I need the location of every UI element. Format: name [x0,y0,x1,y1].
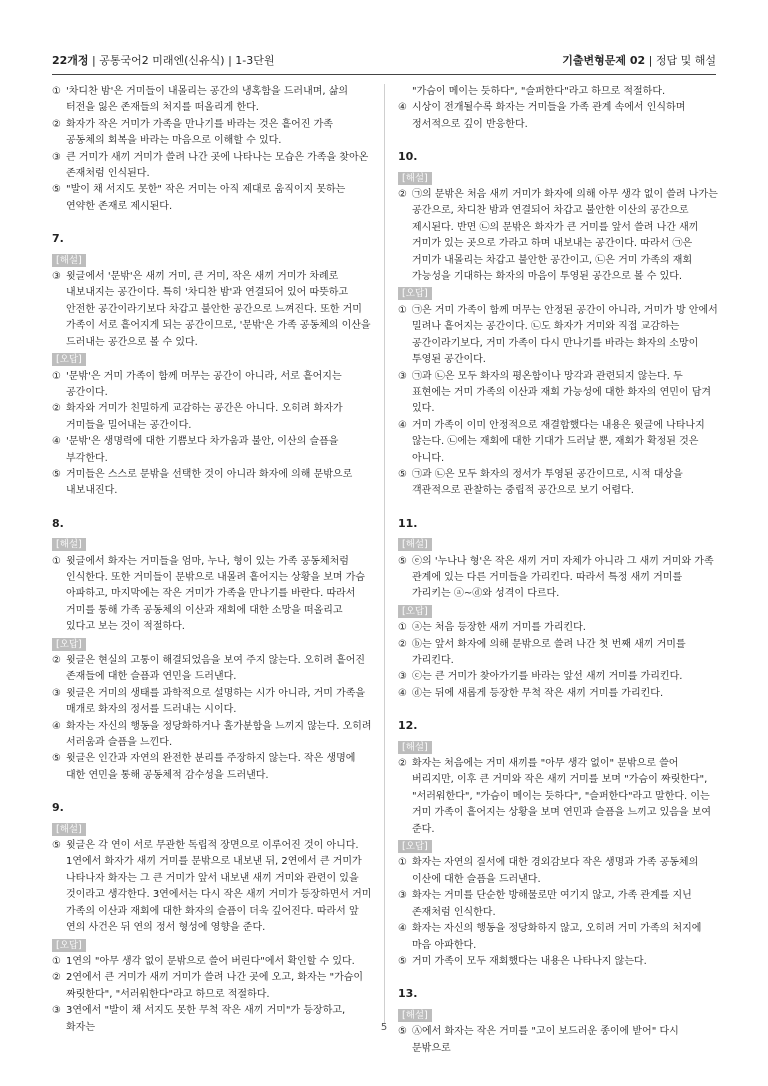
answer-item [398,954,718,970]
answer-item [398,554,718,603]
question-number: 11. [398,516,418,530]
choice-marker: ⑤ [52,753,61,765]
answer-item [52,84,372,117]
choice-marker [398,84,412,100]
header-course: | 공통국어2 미래엔(신유식) | 1-3단원 [88,54,275,67]
item-text: 화자와 거미가 친밀하게 교감하는 공간은 아니다. 오히려 화자가 거미들을 밀어내는 공간이다. [66,403,343,431]
choice-marker: ③ [398,890,407,902]
item-text: '문밖'은 거미 가족이 함께 머무는 공간이 아니라, 서로 흩어지는 공간이다. [66,370,342,398]
item-text: 큰 거미가 새끼 거미가 쓸려 나간 곳에 나타나는 모습은 가족을 찾아온 존재처럼 인식된다. [66,151,369,180]
header-doc-title: 기출변형문제 02 [562,54,646,67]
answer-item [398,187,718,285]
choice-marker: ⑤ [52,840,61,852]
choice-marker: ② [398,758,407,770]
item-text: '차디찬 밤'은 거미들이 내몰리는 공간의 냉혹함을 드러내며, 삶의 터전을 잃은 존재들의 처지를 떠올리게 한다. [66,86,349,114]
section-tag: [오답] [52,353,86,366]
answer-item [398,686,718,702]
item-text: '문밖'은 생명력에 대한 기쁨보다 차가움과 불안, 이산의 슬픔을 부각한다. [66,436,339,464]
item-text: "발이 채 서지도 못한" 작은 거미는 아직 제대로 움직이지 못하는 연약한 존재로 제시된다. [66,184,346,212]
item-text: 화자는 거미를 단순한 방해물로만 여기지 않고, 가족 관계를 지닌 존재처럼 인식한다. [412,890,692,918]
question-number: 13. [398,987,418,1001]
choice-marker: ④ [398,923,407,935]
answer-item [52,719,372,752]
header-edition: 22개정 [52,54,89,67]
section-tag: [해설] [52,254,86,267]
item-text: ⓒ는 큰 거미가 찾아가기를 바라는 앞선 새끼 거미를 가리킨다. [412,671,683,683]
choice-marker: ③ [52,151,61,163]
choice-marker: ⑤ [398,555,407,567]
item-text: 윗글은 현실의 고통이 해결되었음을 보여 주지 않는다. 오히려 흩어진 존재들에 대한 슬픔과 연민을 드러낸다. [66,655,366,683]
item-text: ㉠과 ㉡은 모두 화자의 평온함이나 망각과 관련되지 않는다. 두 표현에는 거미 가족의 이산과 재회 가능성에 대한 화자의 연민이 담겨 있다. [412,370,712,415]
answer-item [52,970,372,1003]
answer-item [52,269,372,351]
item-text: Ⓐ에서 화자는 작은 거미를 "고이 보드러운 종이에 받어" 다시 문밖으로 [412,1026,679,1054]
section-tag: [오답] [398,287,432,300]
answer-item [398,620,718,636]
answer-item [52,653,372,686]
section-tag: [해설] [52,823,86,836]
answer-item [52,686,372,719]
item-text: ⓑ는 앞서 화자에 의해 문밖으로 쓸려 나간 첫 번째 새끼 거미를 가리킨다. [412,638,686,666]
answer-item [398,303,718,369]
choice-marker: ① [398,857,407,869]
header-left [52,52,275,68]
question-number: 12. [398,719,418,733]
answer-item [52,117,372,150]
section-tag: [오답] [398,605,432,618]
choice-marker: ② [398,189,407,201]
item-text: "가슴이 메이는 듯하다", "슬퍼한다"라고 하므로 적절하다. [412,86,666,97]
right-column [398,84,718,1057]
item-text: 윗글에서 '문밖'은 새끼 거미, 큰 거미, 작은 새끼 거미가 차례로 내보내지는 공간이다. 특히 '차디찬 밤'과 연결되어 있어 따뜻하고 안전한 공간이라기보다 차갑고 불안한 공간으로 느껴진다. 또한 거미 가족이 서로 흩어지게 되는 공간이므로, '문밖'은 가족 공동체의 이산을 드러내는 공간으로 볼 수 있다. [66,271,371,348]
page-header [52,50,716,70]
choice-marker: ② [398,638,407,650]
answer-item [52,838,372,936]
item-text: ㉠의 문밖은 처음 새끼 거미가 화자에 의해 아무 생각 없이 쓸려 나가는 공간으로, 차디찬 밤과 연결되어 차갑고 불안한 이산의 공간으로 제시된다. 반면 ㉡의 문밖은 화자가 큰 거미를 앞서 쓸려 나간 새끼 거미가 있는 곳으로 가라고 하며 내보내는 공간이다. 따라서 ㉠은 거미가 내몰리는 차갑고 불안한 공간이고, ㉡은 거미 가족의 재회 가능성을 기대하는 화자의 마음이 투영된 공간으로 볼 수 있다. [412,189,718,283]
section-tag: [해설] [52,538,86,551]
choice-marker: ④ [398,687,407,699]
choice-marker: ④ [398,419,407,431]
answer-item [398,84,718,100]
item-text: 화자는 자신의 행동을 정당화하거나 홀가분함을 느끼지 않는다. 오히려 서러움과 슬픔을 느낀다. [66,720,372,749]
choice-marker: ⑤ [398,955,407,967]
answer-item [398,756,718,838]
answer-item [398,921,718,954]
item-text: 윗글은 각 연이 서로 무관한 독립적 장면으로 이루어진 것이 아니다. 1연에서 화자가 새끼 거미를 문밖으로 내보낸 뒤, 2연에서 큰 거미가 나타나자 화자는 그 큰 거미가 앞서 내보낸 새끼 거미와 관련이 있을 것이라고 생각한다. 3연에서는 다시 작은 새끼 거미가 등장하면서 거미 가족의 이산과 재회에 대한 화자의 슬픔이 더욱 깊어진다. 따라서 앞 연의 사건은 뒤 연의 정서 형성에 영향을 준다. [66,840,372,934]
answer-item [52,954,372,970]
choice-marker: ⑤ [398,468,407,480]
column-divider [384,84,385,1024]
answer-item [398,418,718,467]
choice-marker: ④ [52,720,61,732]
answer-item [52,434,372,467]
choice-marker: ④ [52,436,61,448]
answer-item [398,100,718,133]
header-doc-subtitle: | 정답 및 해설 [645,54,716,67]
choice-marker: ⑤ [52,184,61,196]
left-column [52,84,372,1036]
section-tag: [해설] [398,172,432,185]
answer-item [52,401,372,434]
page-number: 5 [380,1022,388,1033]
item-text: 화자는 자신의 행동을 정당화하지 않고, 오히려 거미 가족의 처지에 마음 아파한다. [412,923,702,951]
item-text: 거미 가족이 모두 재회했다는 내용은 나타나지 않는다. [412,955,647,967]
choice-marker: ① [398,622,407,634]
item-text: ⓔ의 '누나나 형'은 작은 새끼 거미 자체가 아니라 그 새끼 거미와 가족 관계에 있는 다른 거미들을 가리킨다. 따라서 특정 새끼 거미를 가리키는 ⓐ~ⓓ와 성격이 다르다. [412,555,714,600]
item-text: 화자는 자연의 질서에 대한 경외감보다 작은 생명과 가족 공동체의 이산에 대한 슬픔을 드러낸다. [412,857,699,885]
choice-marker: ③ [52,1005,61,1017]
choice-marker: ⑤ [52,468,61,480]
choice-marker: ① [398,304,407,316]
item-text: 화자가 작은 거미가 가족을 만나기를 바라는 것은 흩어진 가족 공동체의 회복을 바라는 마음으로 이해할 수 있다. [66,118,333,147]
answer-item [52,182,372,215]
answer-item [52,467,372,500]
question-number: 9. [52,801,64,815]
choice-marker: ③ [398,370,407,382]
item-text: 2연에서 큰 거미가 새끼 거미가 쓸려 나간 곳에 오고, 화자는 "가슴이 짜릿한다", "서러워한다"라고 하므로 적절하다. [66,972,364,1000]
choice-marker: ② [52,972,61,984]
item-text: 윗글은 인간과 자연의 완전한 분리를 주장하지 않는다. 작은 생명에 대한 연민을 통해 공동체적 감수성을 드러낸다. [66,753,356,781]
item-text: 시상이 전개될수록 화자는 거미들을 가족 관계 속에서 인식하며 정서적으로 깊이 반응한다. [412,102,686,130]
answer-item [52,751,372,784]
section-tag: [오답] [52,939,86,952]
choice-marker: ⑤ [398,1026,407,1038]
item-text: 화자는 처음에는 거미 새끼를 "아무 생각 없이" 문밖으로 쓸어 버리지만, 이후 큰 거미와 작은 새끼 거미를 보며 "가슴이 짜릿한다", "서러워한다", "가슴이 메이는 듯하다", "슬퍼한다"라고 말한다. 이는 거미 가족이 흩어지는 상황을 보며 연민과 슬픔을 느끼고 있음을 보여 준다. [412,758,712,835]
item-text: ㉠은 거미 가족이 함께 머무는 안정된 공간이 아니라, 거미가 방 안에서 밀려나 흩어지는 공간이다. ㉡도 화자가 거미와 직접 교감하는 공간이라기보다, 거미 가족이 다시 만나기를 바라는 화자의 소망이 투영된 공간이다. [412,304,718,366]
answer-item [52,150,372,183]
answer-item [398,888,718,921]
choice-marker: ③ [52,271,61,283]
question-number: 7. [52,232,64,246]
section-tag: [해설] [398,741,432,754]
item-text: 윗글은 거미의 생태를 과학적으로 설명하는 시가 아니라, 거미 가족을 매개로 화자의 정서를 드러내는 시이다. [66,687,366,716]
item-text: ㉠과 ㉡은 모두 화자의 정서가 투영된 공간이므로, 시적 대상을 객관적으로 관찰하는 중립적 공간으로 보기 어렵다. [412,468,683,497]
answer-item [398,637,718,670]
choice-marker: ② [52,403,61,415]
answer-item [398,369,718,418]
answer-item [52,369,372,402]
answer-item [398,855,718,888]
choice-marker: ② [52,655,61,666]
item-text: ⓐ는 처음 등장한 새끼 거미를 가리킨다. [412,622,586,634]
choice-marker: ② [52,118,61,130]
question-number: 8. [52,516,64,530]
answer-item [398,467,718,500]
answer-item [52,554,372,636]
section-tag: [해설] [398,538,432,551]
section-tag: [오답] [52,638,86,651]
question-number: 10. [398,150,418,164]
section-tag: [해설] [398,1009,432,1022]
item-text: 3연에서 "발이 채 서지도 못한 무척 작은 새끼 거미"가 등장하고, 화자는 [66,1005,346,1033]
choice-marker: ④ [398,102,407,114]
item-text: 윗글에서 화자는 거미들을 엄마, 누나, 형이 있는 가족 공동체처럼 인식한다. 또한 거미들이 문밖으로 내몰려 흩어지는 상황을 보며 가슴 아파하고, 마지막에는 작은 거미가 가족을 만나기를 바란다. 따라서 거미를 통해 가족 공동체의 이산과 재회에 대한 소망을 떠올리고 있다고 보는 것이 적절하다. [66,555,366,633]
item-text: 거미 가족이 이미 안정적으로 재결합했다는 내용은 윗글에 나타나지 않는다. ㉡에는 재회에 대한 기대가 드러날 뿐, 재회가 확정된 것은 아니다. [412,419,705,464]
answer-item [398,669,718,685]
choice-marker: ① [52,86,61,97]
item-text: ⓓ는 뒤에 새롭게 등장한 무척 작은 새끼 거미를 가리킨다. [412,687,664,699]
section-tag: [오답] [398,840,432,853]
choice-marker: ① [52,955,61,967]
item-text: 1연의 "아무 생각 없이 문밖으로 쓸어 버린다"에서 확인할 수 있다. [66,955,355,967]
choice-marker: ③ [52,687,61,699]
choice-marker: ① [52,555,61,567]
header-right [562,52,716,68]
choice-marker: ① [52,370,61,382]
header-divider [52,74,716,75]
choice-marker: ③ [398,671,407,683]
item-text: 거미들은 스스로 문밖을 선택한 것이 아니라 화자에 의해 문밖으로 내보내진다. [66,468,353,497]
